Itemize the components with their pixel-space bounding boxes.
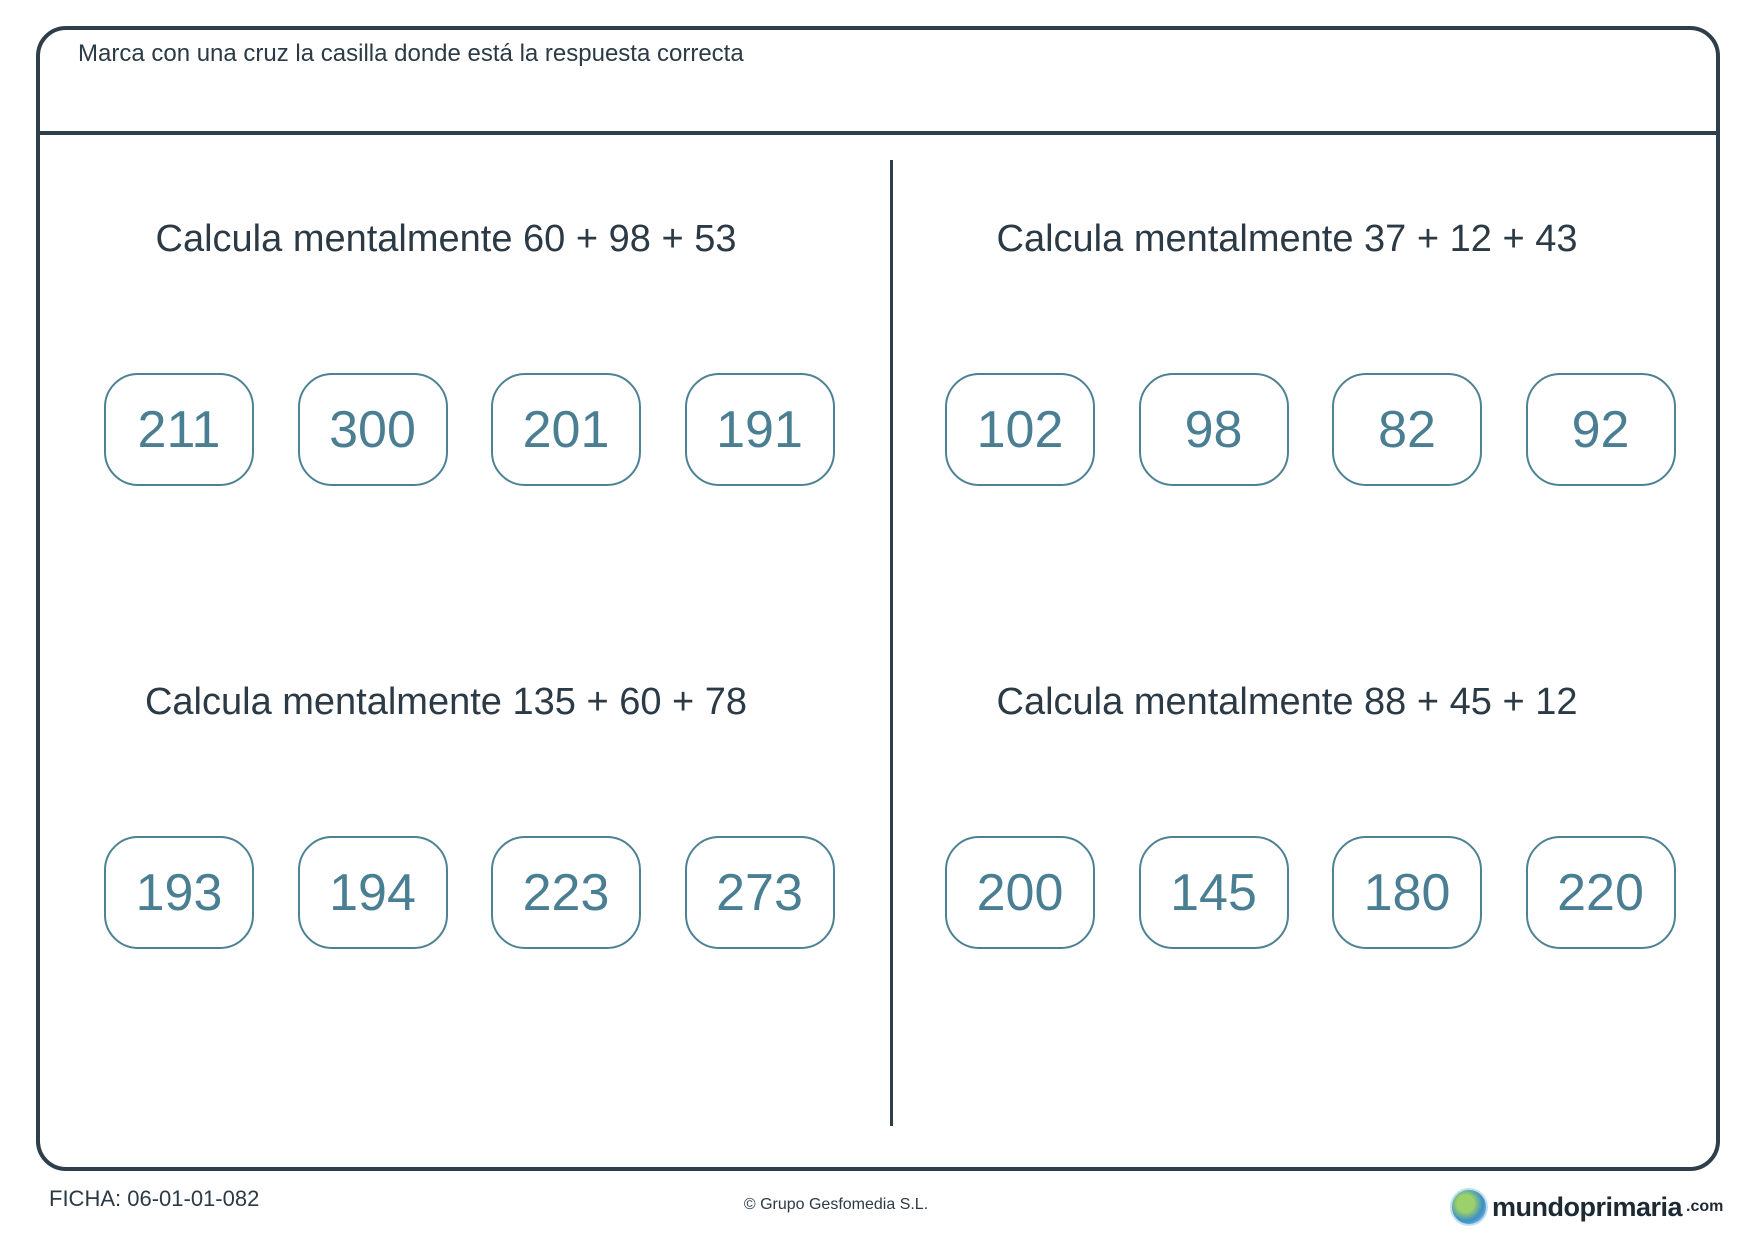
answer-option-box[interactable]: 194 [298, 836, 448, 949]
answer-option-box[interactable]: 102 [945, 373, 1095, 486]
answer-option-box[interactable]: 200 [945, 836, 1095, 949]
worksheet-frame [36, 26, 1720, 1171]
question-prompt: Calcula mentalmente 37 + 12 + 43 [996, 218, 1578, 260]
answer-option-box[interactable]: 211 [104, 373, 254, 486]
answer-option-box[interactable]: 300 [298, 373, 448, 486]
question-prompt: Calcula mentalmente 88 + 45 + 12 [996, 681, 1578, 723]
answer-option-box[interactable]: 201 [491, 373, 641, 486]
answer-option-box[interactable]: 193 [104, 836, 254, 949]
answer-option-box[interactable]: 82 [1332, 373, 1482, 486]
question-prompt: Calcula mentalmente 60 + 98 + 53 [155, 218, 737, 260]
answer-option-box[interactable]: 145 [1139, 836, 1289, 949]
logo-text: mundoprimaria [1492, 1191, 1683, 1222]
answer-option-box[interactable]: 273 [685, 836, 835, 949]
instruction-text: Marca con una cruz la casilla donde está la respuesta correcta [78, 40, 744, 67]
column-divider [890, 160, 893, 1126]
answer-option-box[interactable]: 220 [1526, 836, 1676, 949]
globe-icon [1450, 1188, 1488, 1226]
answer-option-box[interactable]: 191 [685, 373, 835, 486]
mundoprimaria-logo[interactable] [1450, 1188, 1723, 1226]
logo-suffix: .com [1686, 1198, 1724, 1215]
answer-option-box[interactable]: 92 [1526, 373, 1676, 486]
ficha-code: FICHA: 06-01-01-082 [49, 1186, 260, 1211]
answer-option-box[interactable]: 98 [1139, 373, 1289, 486]
answer-option-box[interactable]: 180 [1332, 836, 1482, 949]
answer-option-box[interactable]: 223 [491, 836, 641, 949]
header-divider [36, 131, 1720, 135]
question-prompt: Calcula mentalmente 135 + 60 + 78 [144, 681, 748, 723]
copyright: © Grupo Gesfomedia S.L. [743, 1196, 929, 1213]
